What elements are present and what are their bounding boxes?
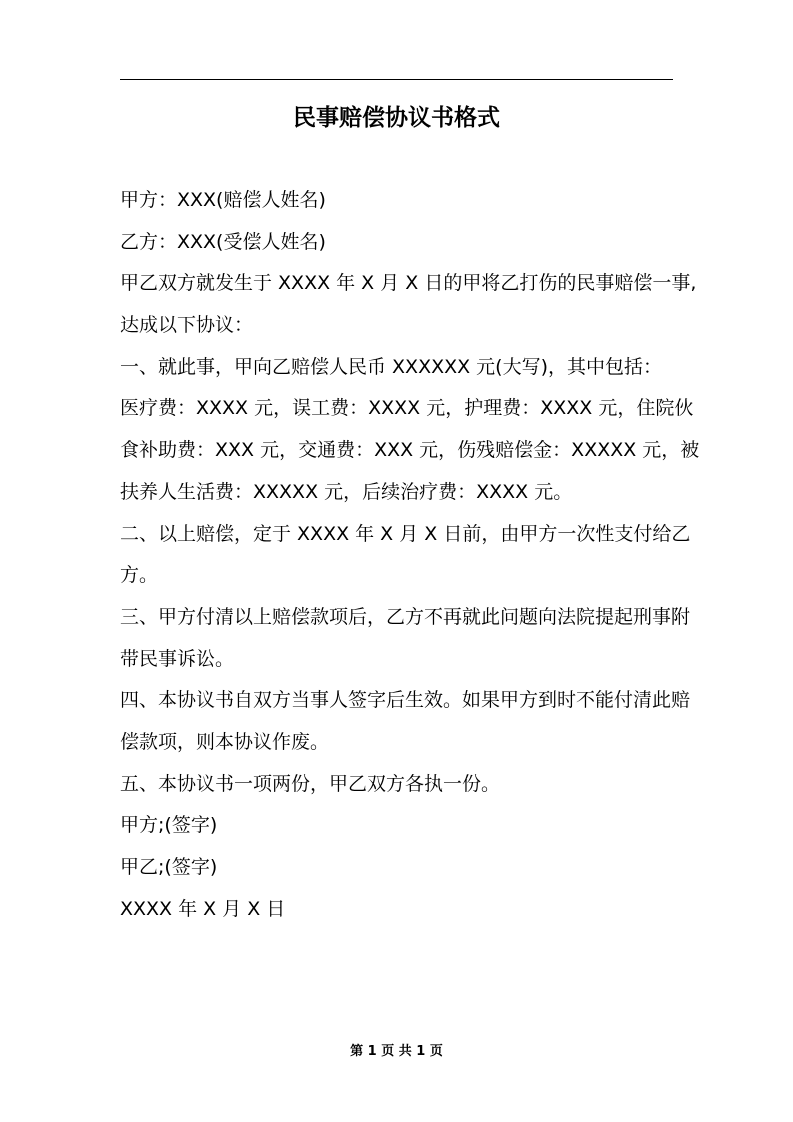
page-footer: 第 1 页 共 1 页 <box>350 1044 443 1059</box>
clause-4-line: 四、本协议书自双方当事人签字后生效。如果甲方到时不能付清此赔 <box>120 689 691 712</box>
document-title: 民事赔偿协议书格式 <box>293 105 500 131</box>
clause-5-line: 五、本协议书一项两份，甲乙双方各执一份。 <box>120 772 501 795</box>
party-b-line: 乙方：XXX(受偿人姓名) <box>120 230 326 253</box>
clause-1-line: 扶养人生活费：XXXXX 元，后续治疗费：XXXX 元。 <box>120 480 573 503</box>
clause-3-line: 三、甲方付清以上赔偿款项后，乙方不再就此问题向法院提起刑事附 <box>120 605 691 628</box>
clause-4-line: 偿款项，则本协议作废。 <box>120 730 330 753</box>
preamble-line: 达成以下协议： <box>120 314 254 337</box>
clause-2-line: 二、以上赔偿，定于 XXXX 年 X 月 X 日前，由甲方一次性支付给乙 <box>120 522 691 545</box>
document-body <box>120 180 700 930</box>
clause-2-line: 方。 <box>120 564 159 587</box>
signature-party-b: 甲乙;(签字) <box>120 856 218 878</box>
signature-party-a: 甲方;(签字) <box>120 814 218 837</box>
clause-1-line: 医疗费：XXXX 元，误工费：XXXX 元，护理费：XXXX 元，住院伙 <box>120 397 694 420</box>
preamble-line: 甲乙双方就发生于 XXXX 年 X 月 X 日的甲将乙打伤的民事赔偿一事, <box>120 272 697 295</box>
header-rule <box>120 79 673 80</box>
clause-3-line: 带民事诉讼。 <box>120 647 235 670</box>
clause-1-line: 一、就此事，甲向乙赔偿人民币 XXXXXX 元(大写)，其中包括： <box>120 355 663 378</box>
clause-1-line: 食补助费：XXX 元，交通费：XXX 元，伤残赔偿金：XXXXX 元，被 <box>120 439 700 462</box>
date-line: XXXX 年 X 月 X 日 <box>120 897 286 920</box>
party-a-line: 甲方：XXX(赔偿人姓名) <box>120 189 326 211</box>
